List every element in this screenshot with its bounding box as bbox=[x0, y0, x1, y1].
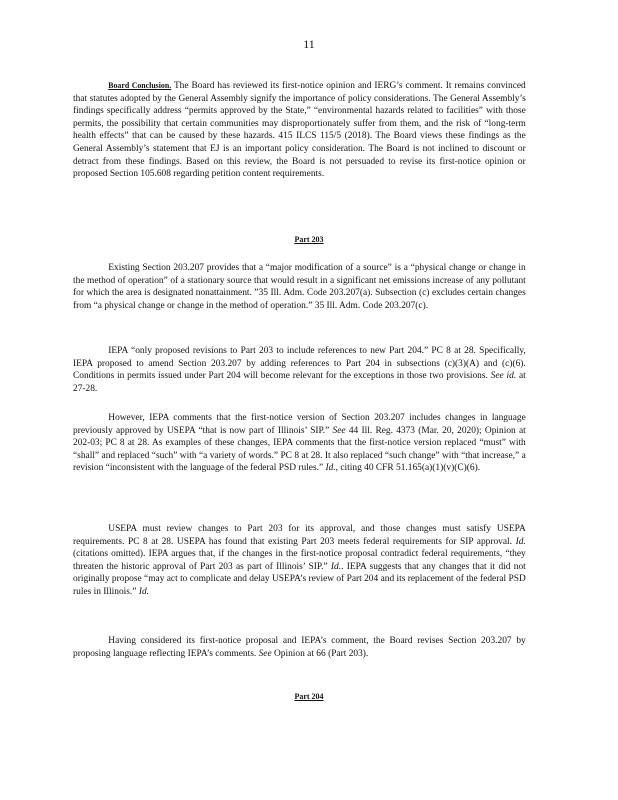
paragraph-section-203-207: Existing Section 203.207 provides that a “major modification of a source” is a “physical change or change in the method of operation” of a stationary source that would result in a significant net emissions increase of any pollutant for which the area is designated nonattainment. ”35 Ill. Adm. Code 203.207(a). Subsection (c) excludes certain changes from “a physical change or change in the method of operation.” 35 Ill. Adm. Code 203.207(c). bbox=[73, 262, 526, 311]
part-203-heading: Part 203 bbox=[294, 235, 324, 244]
page-number: 11 bbox=[303, 37, 315, 51]
paragraph-iepa-comments: However, IEPA comments that the first-notice version of Section 203.207 includes changes in language previously approved by USEPA “that is now part of Illinois’ SIP.” See 44 Ill. Reg. 4373 (Mar. 20, 2020); Opinion at 202-03; PC 8 at 28. As examples of these changes, IEPA comments that the first-notice version replaced “must” with “shall” and replaced “such” with “a variety of words.” PC 8 at 28. It also replaced “such change” with “that increase,” a revision “inconsistent with the language of the federal PSD rules.” Id., citing 40 CFR 51.165(a)(1)(v)(C)(6). bbox=[73, 412, 526, 474]
paragraph-board-revises: Having considered its first-notice proposal and IEPA’s comment, the Board revises Section 203.207 by proposing language reflecting IEPA’s comments. See Opinion at 66 (Part 203). bbox=[73, 635, 526, 659]
part-204-heading: Part 204 bbox=[294, 692, 324, 701]
paragraph-usepa-review: USEPA must review changes to Part 203 for its approval, and those changes must satisfy USEPA requirements. PC 8 at 28. USEPA has found that existing Part 203 meets federal requirements for SIP approval. Id. (citations omitted). IEPA argues that, if the changes in the first-notice proposal contradict federal requirements, “they threaten the historic approval of Part 203 as part of Illinois’ SIP.” Id.. IEPA suggests that any changes that it did not originally propose “may act to complicate and delay USEPA’s review of Part 204 and its replacement of the federal PSD rules in Illinois.” Id. bbox=[73, 523, 526, 597]
board-conclusion-paragraph bbox=[73, 80, 526, 181]
board-conclusion-heading: Board Conclusion. bbox=[108, 81, 172, 90]
paragraph-iepa-proposal: IEPA “only proposed revisions to Part 203 to include references to new Part 204.” PC 8 at 28. Specifically, IEPA proposed to amend Section 203.207 by adding references to Part 204 in subsections (c)(3)(A) and (c)(6). Conditions in permits issued under Part 204 will become relevant for the exceptions in those two provisions. See id. at 27-28. bbox=[73, 345, 526, 394]
board-conclusion-text: The Board has reviewed its first-notice opinion and IERG’s comment. It remains convinced that statutes adopted by the General Assembly signify the importance of policy considerations. The General Assembly’s findings specifically address “permits approved by the State,” “environmental hazards related to facilities” with those permits, the possibility that certain communities may disproportionately suffer from them, and the risk of “long-term health effects” that can be caused by these hazards. 415 ILCS 115/5 (2018). The Board views these findings as the General Assembly’s statement that EJ is an important policy consideration. The Board is not inclined to discount or detract from these findings. Based on this review, the Board is not persuaded to revise its first-notice opinion or proposed Section 105.608 regarding petition content requirements. bbox=[73, 80, 526, 180]
